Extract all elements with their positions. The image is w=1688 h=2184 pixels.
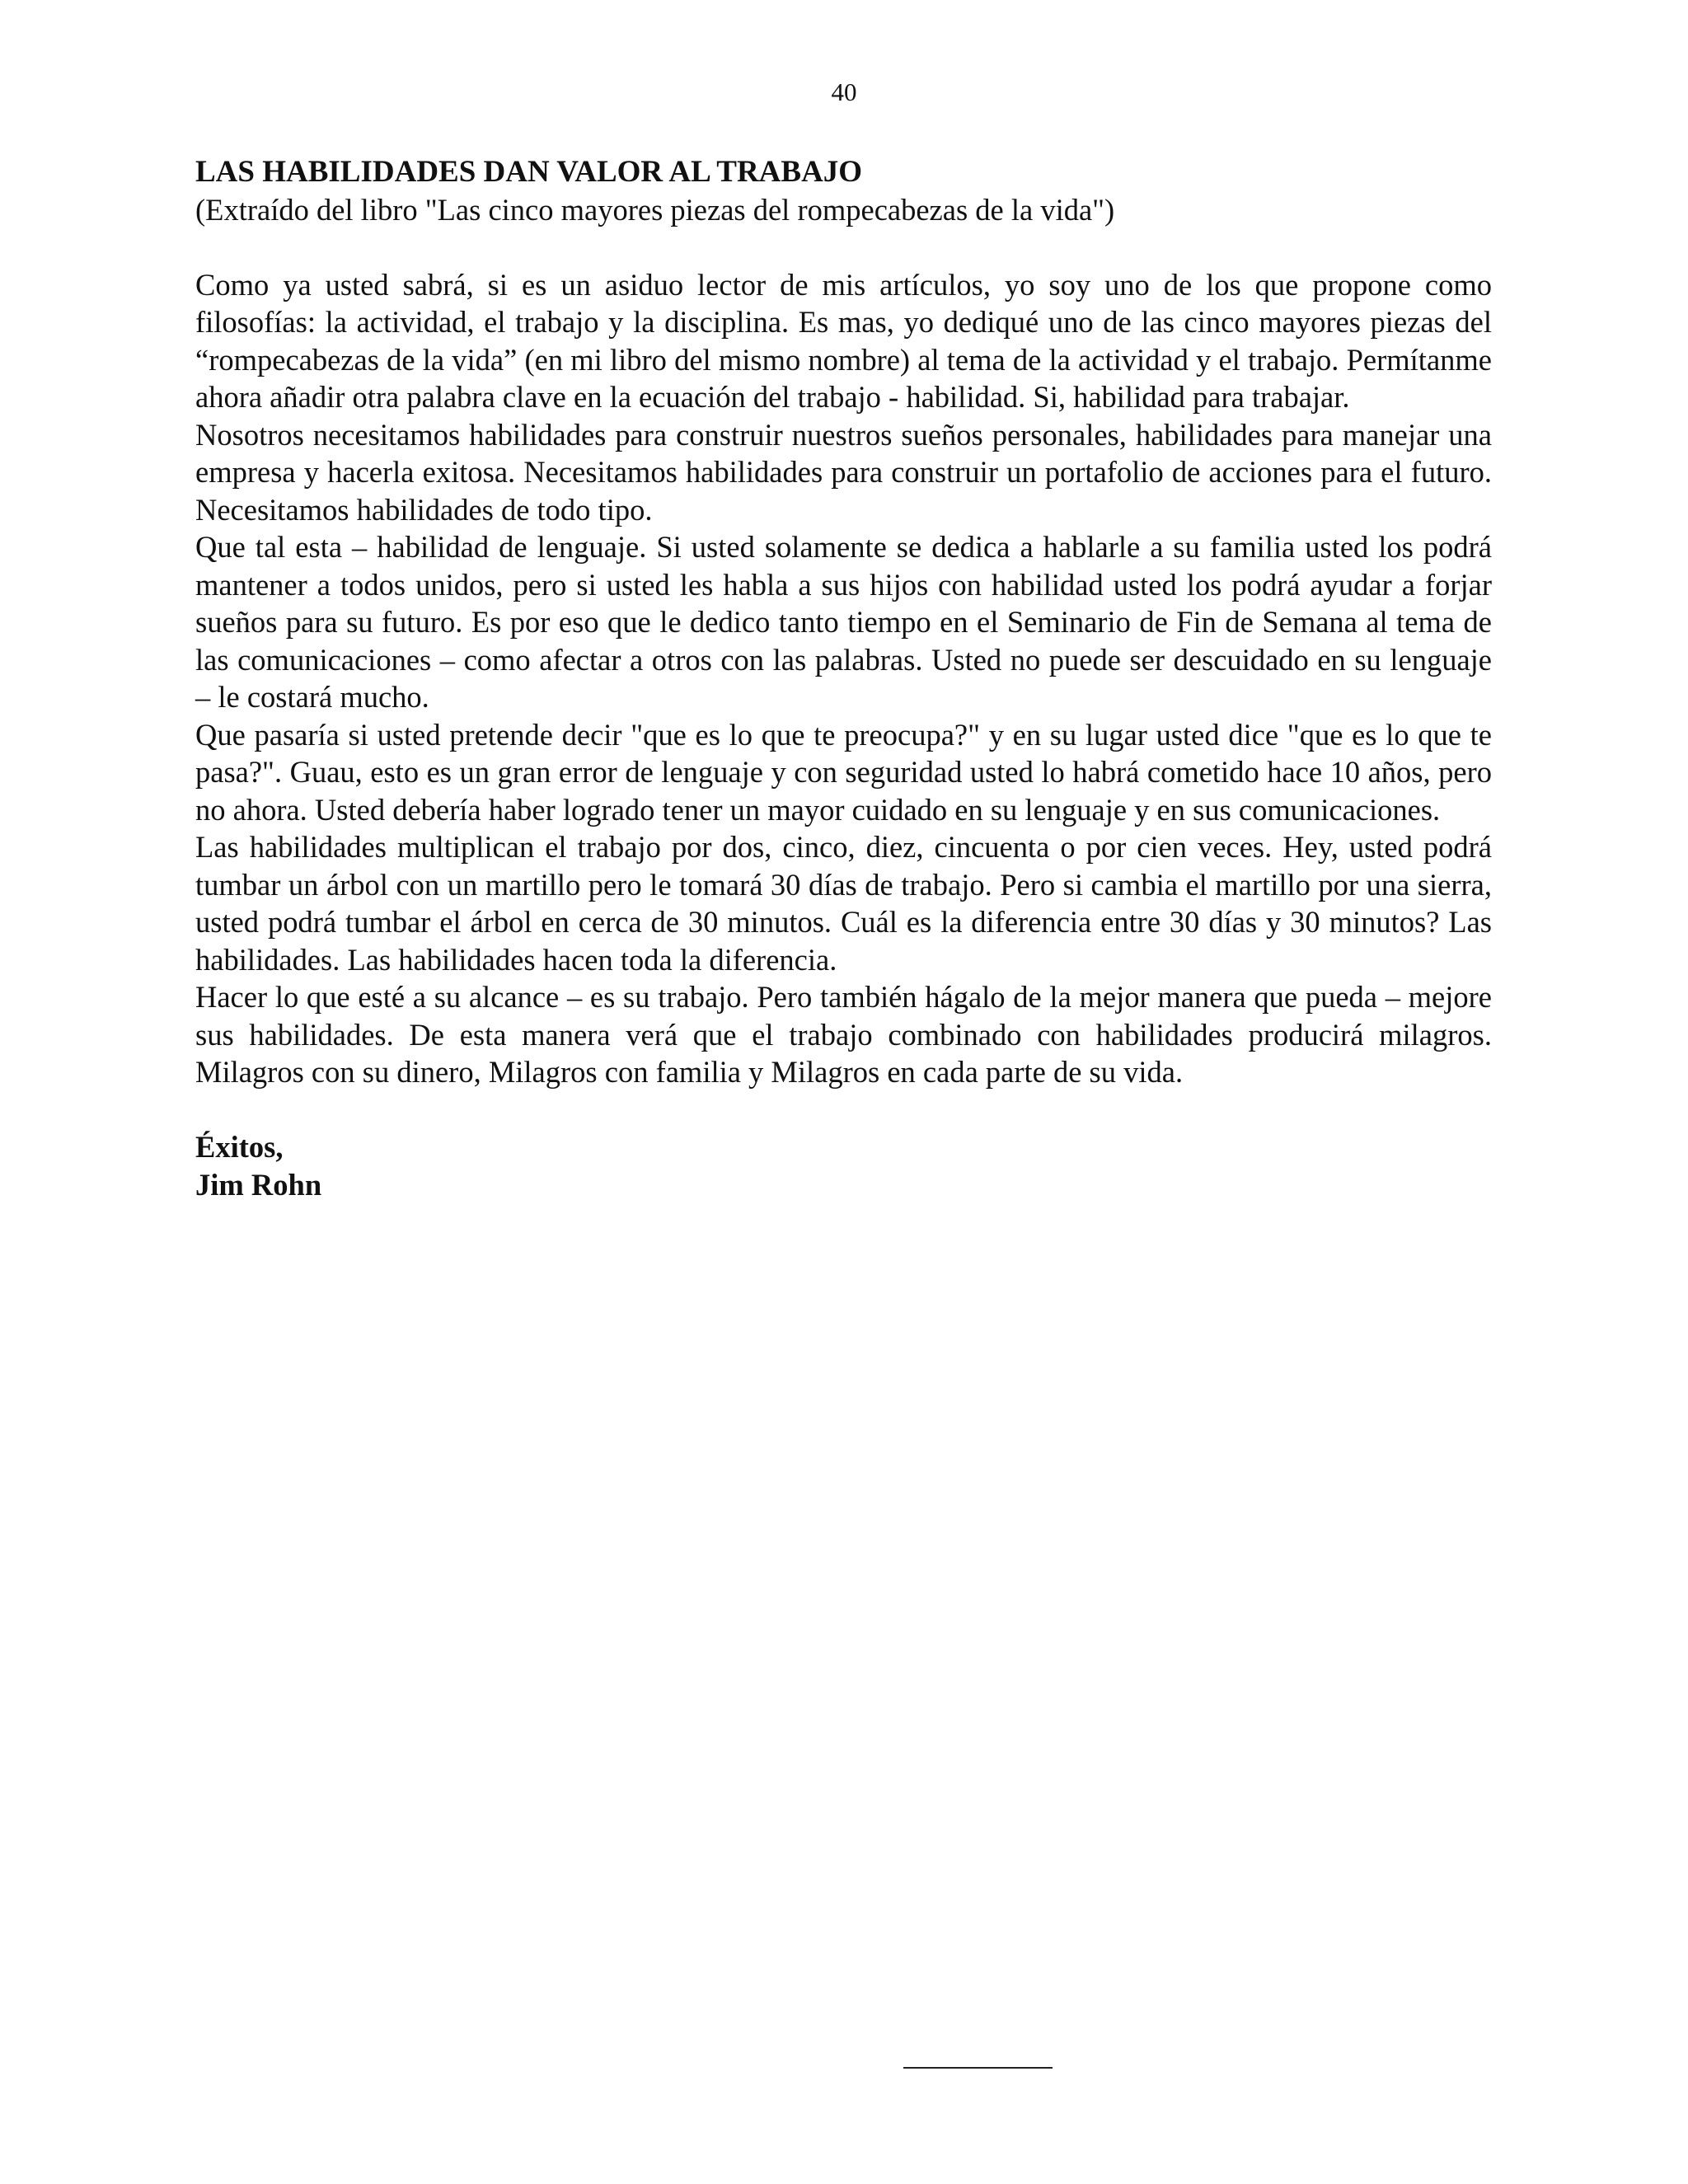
closing-author: Jim Rohn: [195, 1167, 322, 1202]
paragraph: Como ya usted sabrá, si es un asiduo lector de mis artículos, yo soy uno de los que propone como filosofías: la actividad, el trabajo y la disciplina. Es mas, yo dediqué uno de las cinco mayores piezas del “rompecabezas de la vida” (en mi libro del mismo nombre) al tema de la actividad y el trabajo. Permítanme ahora añadir otra palabra clave en la ecuación del trabajo - habilidad. Si, habilidad para trabajar.: [195, 267, 1492, 414]
article-subtitle: (Extraído del libro "Las cinco mayores piezas del rompecabezas de la vida"): [195, 192, 1115, 227]
paragraph: Que pasaría si usted pretende decir "que es lo que te preocupa?" y en su lugar usted dice "que es lo que te pasa?". Guau, esto es un gran error de lenguaje y con seguridad usted lo habrá cometido hace 10 años, pero no ahora. Usted debería haber logrado tener un mayor cuidado en su lenguaje y en sus comunicaciones.: [195, 717, 1492, 827]
paragraph: Las habilidades multiplican el trabajo por dos, cinco, diez, cincuenta o por cien veces. Hey, usted podrá tumbar un árbol con un martillo pero le tomará 30 días de trabajo. Pero si cambia el martillo por una sierra, usted podrá tumbar el árbol en cerca de 30 minutos. Cuál es la diferencia entre 30 días y 30 minutos? Las habilidades. Las habilidades hacen toda la diferencia.: [195, 830, 1492, 977]
paragraph: Nosotros necesitamos habilidades para construir nuestros sueños personales, habilidades para manejar una empresa y hacerla exitosa. Necesitamos habilidades para construir un portafolio de acciones para el futuro. Necesitamos habilidades de todo tipo.: [195, 417, 1492, 527]
paragraph: Que tal esta – habilidad de lenguaje. Si usted solamente se dedica a hablarle a su familia usted los podrá mantener a todos unidos, pero si usted les habla a sus hijos con habilidad usted los podrá ayudar a forjar sueños para su futuro. Es por eso que le dedico tanto tiempo en el Seminario de Fin de Semana al tema de las comunicaciones – como afectar a otros con las palabras. Usted no puede ser descuidado en su lenguaje – le costará mucho.: [195, 530, 1492, 714]
closing-salutation: Éxitos,: [195, 1130, 284, 1164]
closing: [195, 1128, 1492, 1203]
page-number: 40: [831, 77, 857, 106]
paragraph: Hacer lo que esté a su alcance – es su trabajo. Pero también hágalo de la mejor manera que pueda – mejore sus habilidades. De esta manera verá que el trabajo combinado con habilidades producirá milagros. Milagros con su dinero, Milagros con familia y Milagros en cada parte de su vida.: [195, 980, 1492, 1089]
article: [195, 153, 1492, 1203]
footer-rule: [903, 2067, 1053, 2069]
article-title: LAS HABILIDADES DAN VALOR AL TRABAJO: [195, 155, 863, 189]
